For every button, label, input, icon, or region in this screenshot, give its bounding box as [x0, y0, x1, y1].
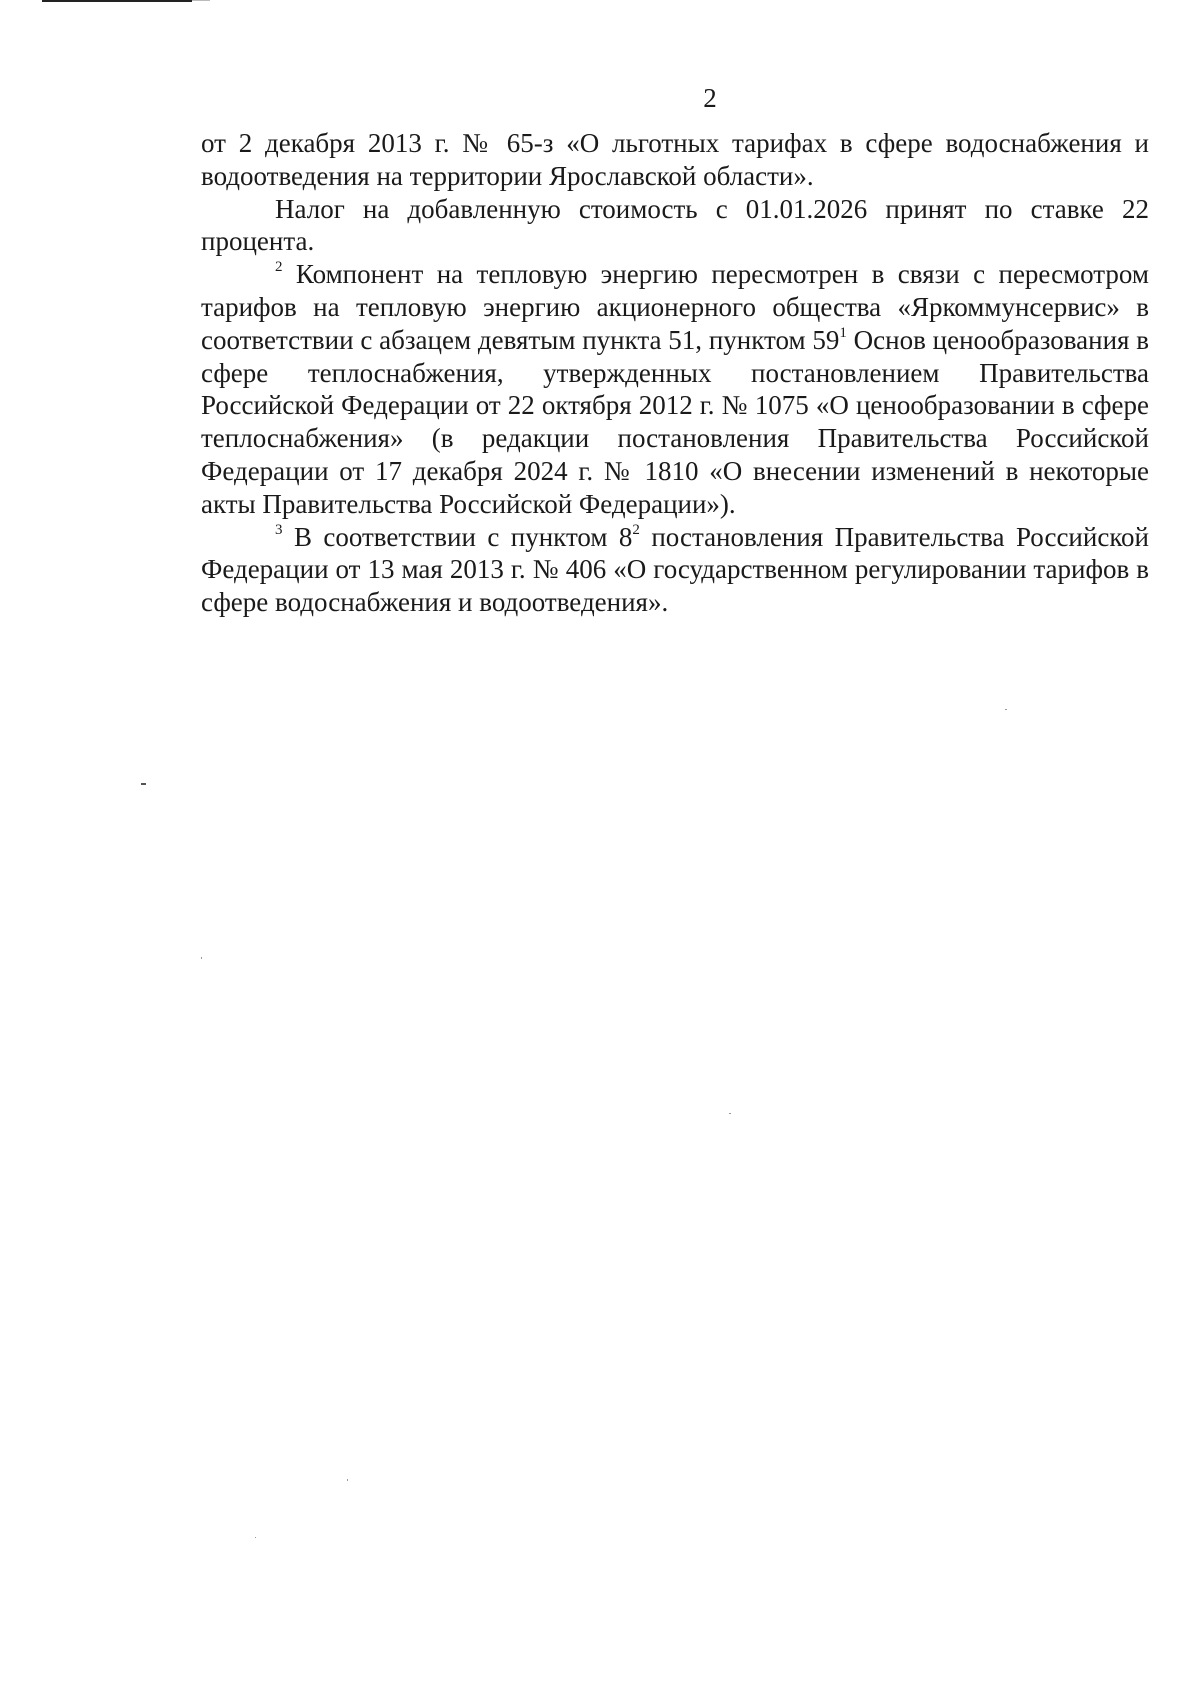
footnote-text-start: В соответствии с пунктом 8 — [293, 521, 633, 552]
footnote-2 — [201, 258, 1149, 520]
paragraph-text: Налог на добавленную стоимость с 01.01.2026 принят по ставке 22 процента. — [201, 193, 1149, 257]
footnote-marker: 3 — [275, 521, 283, 538]
document-body — [201, 127, 1149, 619]
footnote-marker: 2 — [275, 259, 283, 276]
scan-speck — [201, 957, 202, 959]
inline-superscript: 2 — [632, 521, 640, 538]
scan-speck — [1005, 709, 1007, 710]
footnote-3 — [201, 521, 1149, 619]
footnote-text-end: постановления Правительства Российской Федерации от 13 мая 2013 г. № 406 «О государственном регулировании тарифов в сфере водоснабжения и водоотведения». — [201, 521, 1150, 618]
scan-speck — [347, 1479, 348, 1481]
page-number: 2 — [703, 83, 717, 113]
scan-edge-mark-faint — [192, 0, 210, 1]
scan-speck — [255, 1537, 256, 1538]
paragraph-vat-note — [201, 193, 1149, 259]
inline-superscript: 1 — [839, 324, 847, 341]
scan-speck — [141, 783, 146, 785]
paragraph-text: от 2 декабря 2013 г. № 65-з «О льготных тарифах в сфере водоснабжения и водоотведения на территории Ярославской области». — [201, 128, 1149, 191]
footnote-text-start: Компонент на тепловую энергию пересмотрен в связи с пересмотром тарифов на тепловую энергию акционерного общества «Яркоммунсервис» в соответствии с абзацем девятым пункта 51, пунктом 59 — [201, 259, 1149, 355]
scan-edge-mark — [42, 0, 192, 2]
paragraph-law-reference — [201, 127, 1149, 193]
footnote-text-end: Основ ценообразования в сфере теплоснабжения, утвержденных постановлением Правительства Российской Федерации от 22 октября 2012 г. № 1075 «О ценообразовании в сфере теплоснабжения» (в редакции постановления Правительства Российской Федерации от 17 декабря 2024 г. № 1810 «О внесении изменений в некоторые акты Правительства Российской Федерации»). — [201, 324, 1149, 519]
scan-speck — [729, 1113, 731, 1114]
